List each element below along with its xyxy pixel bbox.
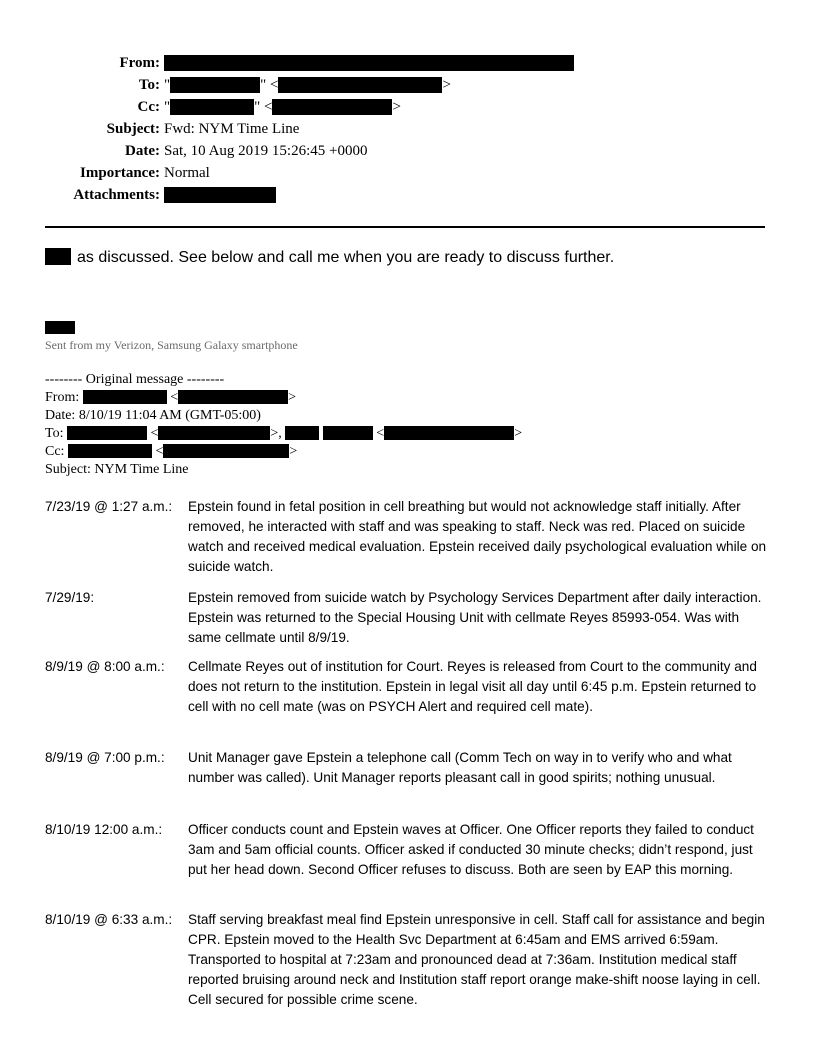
timeline-entry xyxy=(45,748,775,808)
timeline-date: 8/10/19 12:00 a.m.: xyxy=(45,822,163,837)
original-subject-line: Subject: NYM Time Line xyxy=(45,462,189,477)
header-to-label: To: xyxy=(138,77,160,93)
timeline-date: 7/23/19 @ 1:27 a.m.: xyxy=(45,499,173,514)
redaction-box xyxy=(285,426,319,440)
timeline-text: Epstein removed from suicide watch by Psychology Services Department after daily interaction. Epstein was returned to the Special Housing Unit with cellmate Reyes 85993-054. Was with same cellmate until 8/9/19. xyxy=(188,590,762,645)
header-from-label: From: xyxy=(119,55,160,71)
timeline-text: Epstein found in fetal position in cell breathing but would not acknowledge staff initially. After removed, he interacted with staff and was speaking to staff. Neck was red. Placed on suicide watch and received medical evaluation. Epstein received daily psychological evaluation while on suicide watch. xyxy=(188,499,767,574)
redaction-box xyxy=(384,426,514,440)
signature-redaction xyxy=(45,321,75,334)
timeline-date: 8/9/19 @ 8:00 a.m.: xyxy=(45,659,165,674)
timeline-text: Unit Manager gave Epstein a telephone call (Comm Tech on way in to verify who and what number was called). Unit Manager reports pleasant call in good spirits; nothing unusual. xyxy=(188,750,732,785)
redaction-box xyxy=(68,444,152,458)
redaction-box xyxy=(164,55,574,71)
header-subject-label: Subject: xyxy=(106,121,160,137)
header-date-label: Date: xyxy=(125,143,160,159)
original-date-line: Date: 8/10/19 11:04 AM (GMT-05:00) xyxy=(45,408,261,423)
timeline-text: Officer conducts count and Epstein waves at Officer. One Officer reports they failed to conduct 3am and 5am official counts. Officer asked if conducted 30 minute checks; didn’t respond, just put her head down. Second Officer refuses to discuss. Both are seen by EAP this morning. xyxy=(188,822,754,877)
header-cc-label: Cc: xyxy=(137,99,160,115)
original-from-line: From: < > xyxy=(45,390,297,405)
original-separator: -------- Original message -------- xyxy=(45,372,225,387)
timeline-entry xyxy=(45,588,775,648)
redaction-box xyxy=(163,444,289,458)
header-subject-value: Fwd: NYM Time Line xyxy=(164,121,300,137)
header-importance-value: Normal xyxy=(164,165,210,181)
header-attachments-label: Attachments: xyxy=(73,187,160,203)
redaction-box xyxy=(45,248,71,265)
timeline-entry xyxy=(45,497,775,577)
timeline-entry xyxy=(45,657,775,737)
redaction-box xyxy=(272,99,392,115)
email-document: From: To: " " < > Cc: " " < > Subject: Fwd: NYM Time Line Date: Sat, 10 Aug 2019 15:26:45 +0000 Importance: Normal Attachments: as discussed. See below and call me when you are ready to discuss further. Sent from my Verizon, Samsung Galaxy smartphone -------- Original message -------- From: < > Date: 8/10/19 11:04 AM (GMT-05:00) To: < >, < > Cc: < > Subject: NYM Time Line 7/23/19 @ 1:27 a.m.: Epstein found in fetal position in cell breathing but would not acknowledge staff initially. After removed, he interacted with staff and was speaking to staff. Neck was red. Placed on suicide watch and received medical evaluation. Epstein received daily psychological evaluation while on suicide watch. 7/29/19: Epstein removed from suicide watch by Psychology Services Department after daily interaction. Epstein was returned to the Special Housing Unit with cellmate Reyes 85993-054. Was with same cellmate until 8/9/19. 8/9/19 @ 8:00 a.m.: Cellmate Reyes out of institution for Court. Reyes is released from Court to the community and does not return to the institution. Epstein in legal visit all day until 6:45 p.m. Epstein returned to cell with no cell mate (was on PSYCH Alert and required cell mate). 8/9/19 @ 7:00 p.m.: Unit Manager gave Epstein a telephone call (Comm Tech on way in to verify who and what number was called). Unit Manager reports pleasant call in good spirits; nothing unusual. 8/10/19 12:00 a.m.: Officer conducts count and Epstein waves at Officer. One Officer reports they failed to conduct 3am and 5am official counts. Officer asked if conducted 30 minute checks; didn’t respond, just put her head down. Second Officer refuses to discuss. Both are seen by EAP this morning. 8/10/19 @ 6:33 a.m.: Staff serving breakfast meal find Epstein unresponsive in cell. Staff call for assistance and begin CPR. Epstein moved to the Health Svc Department at 6:45am and EMS arrived 6:59am. Transported to hospital at 7:23am and pronounced dead at 7:36am. Institution medical staff reported bruising around neck and Institution staff report orange make-shift noose laying in cell. Cell secured for possible crime scene. xyxy=(0,0,816,1056)
timeline-date: 8/9/19 @ 7:00 p.m.: xyxy=(45,750,165,765)
timeline-entry xyxy=(45,910,775,1010)
redaction-box xyxy=(170,99,254,115)
sent-from-line: Sent from my Verizon, Samsung Galaxy smartphone xyxy=(45,338,298,352)
header-divider xyxy=(45,226,765,228)
original-message-header xyxy=(45,371,522,479)
redaction-box xyxy=(164,187,276,203)
redaction-box xyxy=(278,77,442,93)
redaction-box xyxy=(83,390,167,404)
original-cc-line: Cc: < > xyxy=(45,444,298,459)
header-date-value: Sat, 10 Aug 2019 15:26:45 +0000 xyxy=(164,143,368,159)
redaction-box xyxy=(170,77,260,93)
header-importance-label: Importance: xyxy=(80,165,160,181)
timeline-text: Staff serving breakfast meal find Epstein unresponsive in cell. Staff call for assistance and begin CPR. Epstein moved to the Health Svc Department at 6:45am and EMS arrived 6:59am. Transported to hospital at 7:23am and pronounced dead at 7:36am. Institution medical staff reported bruising around neck and Institution staff report orange make-shift noose laying in cell. Cell secured for possible crime scene. xyxy=(188,912,765,1007)
redaction-box xyxy=(323,426,373,440)
timeline-date: 8/10/19 @ 6:33 a.m.: xyxy=(45,912,173,927)
redaction-box xyxy=(178,390,288,404)
redaction-box xyxy=(67,426,147,440)
intro-paragraph: as discussed. See below and call me when you are ready to discuss further. xyxy=(45,248,614,268)
redaction-box xyxy=(158,426,270,440)
timeline-entry xyxy=(45,820,775,900)
timeline-text: Cellmate Reyes out of institution for Court. Reyes is released from Court to the community and does not return to the institution. Epstein in legal visit all day until 6:45 p.m. Epstein returned to cell with no cell mate (was on PSYCH Alert and required cell mate). xyxy=(188,659,757,714)
original-to-line: To: < >, < > xyxy=(45,426,523,441)
timeline-date: 7/29/19: xyxy=(45,590,95,605)
